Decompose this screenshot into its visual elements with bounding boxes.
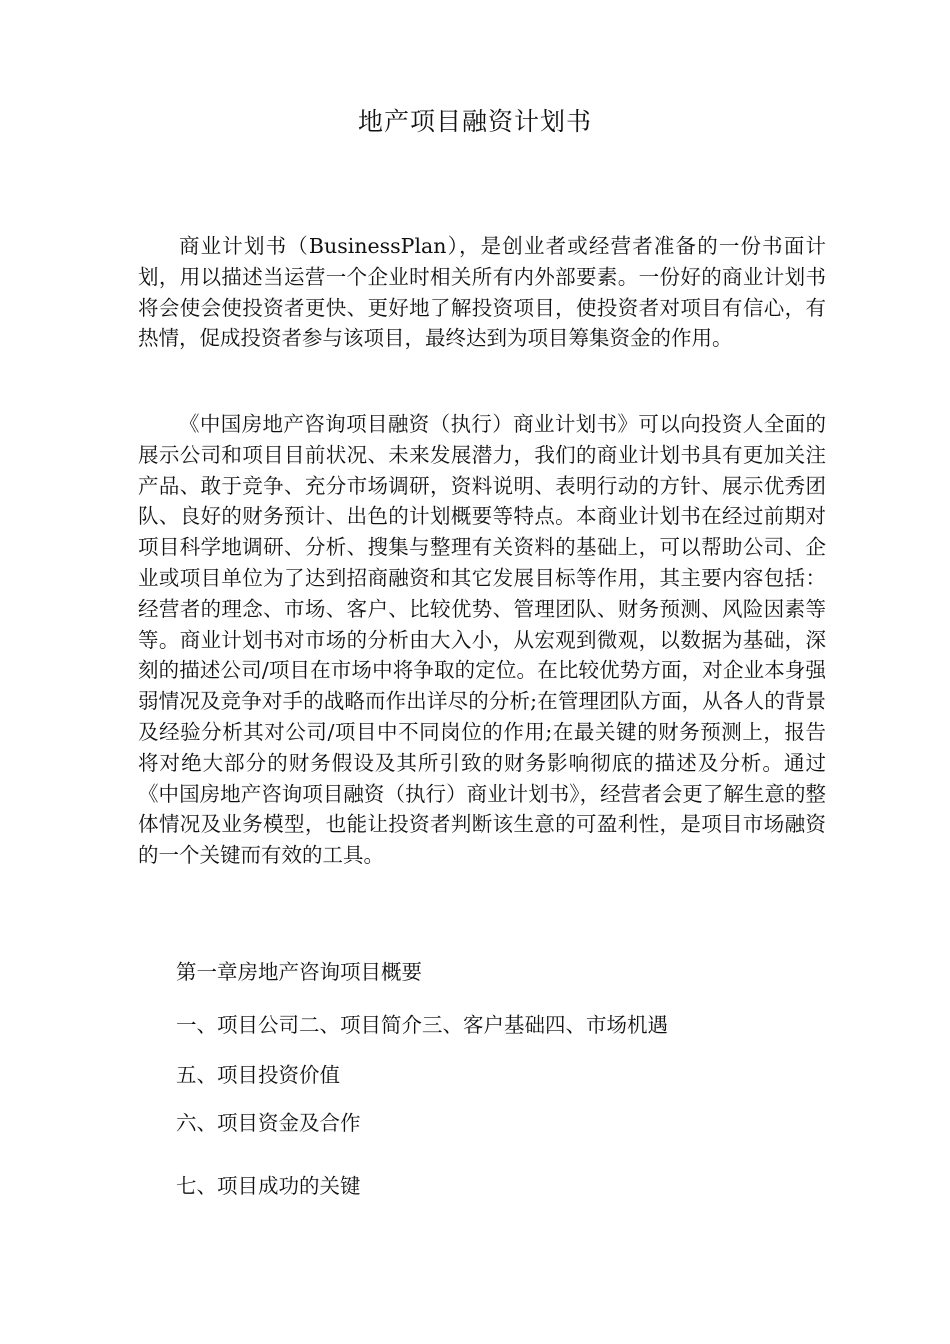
toc-line: 六、项目资金及合作 [176, 1111, 361, 1135]
document-title: 地产项目融资计划书 [357, 107, 592, 136]
intro-paragraph: 商业计划书（BusinessPlan），是创业者或经营者准备的一份书面计划，用以描述当运营一个企业时相关所有内外部要素。一份好的商业计划书将会使会使投资者更快、更好地了解投资项目，使投资者对项目有信心，有热情，促成投资者参与该项目，最终达到为项目筹集资金的作用。 [138, 234, 826, 351]
toc-line: 一、项目公司二、项目简介三、客户基础四、市场机遇 [176, 1013, 668, 1037]
toc-line: 五、项目投资价值 [176, 1063, 340, 1087]
chapter-heading: 第一章房地产咨询项目概要 [176, 960, 422, 984]
toc-line: 七、项目成功的关键 [176, 1174, 361, 1198]
body-paragraph: 《中国房地产咨询项目融资（执行）商业计划书》可以向投资人全面的展示公司和项目目前状况、未来发展潜力，我们的商业计划书具有更加关注产品、敢于竞争、充分市场调研，资料说明、表明行动的方针、展示优秀团队、良好的财务预计、出色的计划概要等特点。本商业计划书在经过前期对项目科学地调研、分析、搜集与整理有关资料的基础上，可以帮助公司、企业或项目单位为了达到招商融资和其它发展目标等作用，其主要内容包括：经营者的理念、市场、客户、比较优势、管理团队、财务预测、风险因素等等。商业计划书对市场的分析由大入小，从宏观到微观，以数据为基础，深刻的描述公司/项目在市场中将争取的定位。在比较优势方面，对企业本身强弱情况及竞争对手的战略而作出详尽的分析;在管理团队方面，从各人的背景及经验分析其对公司/项目中不同岗位的作用;在最关键的财务预测上，报告将对绝大部分的财务假设及其所引致的财务影响彻底的描述及分析。通过《中国房地产咨询项目融资（执行）商业计划书》，经营者会更了解生意的整体情况及业务模型，也能让投资者判断该生意的可盈利性，是项目市场融资的一个关键而有效的工具。 [138, 412, 826, 868]
